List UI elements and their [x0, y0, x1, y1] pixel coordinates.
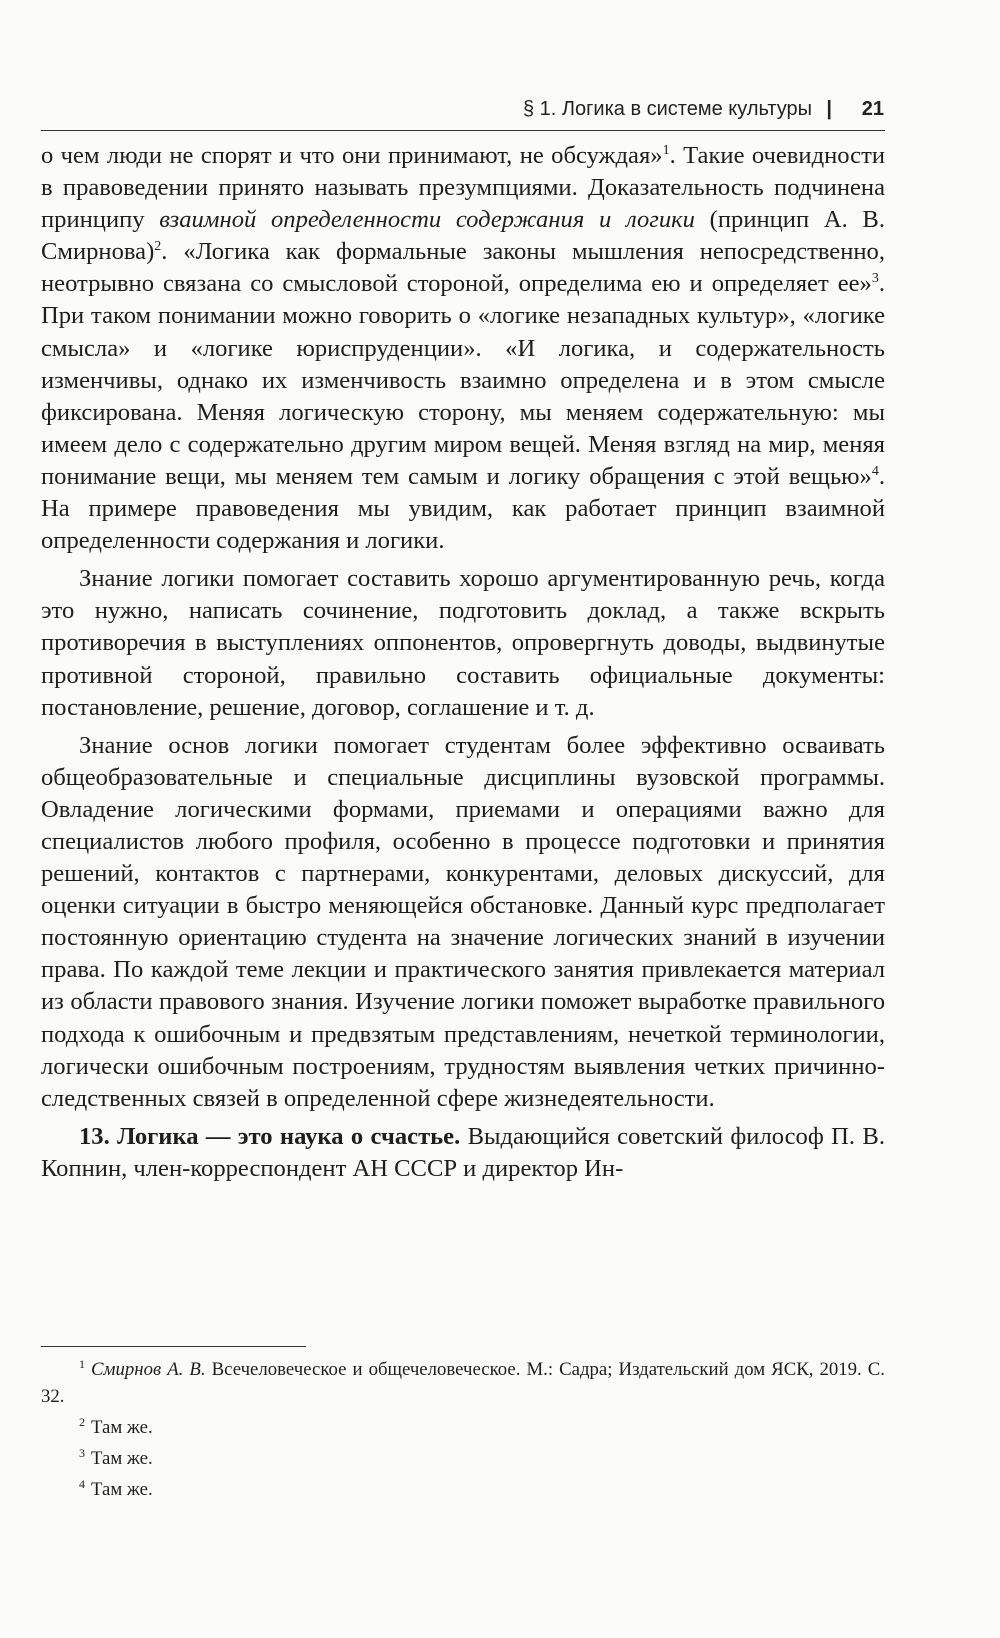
paragraph-3: Знание основ логики помогает студентам более эффективно осваивать общеобразовательные и специальные дисциплины вузовской программы. Овладение логическими формами, приемами и операциями важно для специалистов любого профиля, особенно в процессе подготовки и принятия решений, контактов с партнерами, конкурентами, деловых дискуссий, для оценки ситуации в быстро меняющейся обстановке. Данный курс предполагает постоянную ориентацию студента на значение логических знаний в изучении права. По каждой теме лекции и практического занятия привлекается материал из области правового знания. Изучение логики поможет выработке правильного подхода к ошибочным и предвзятым представлениям, нечеткой терминологии, логически ошибочным построениям, трудностям выявления четких причинно-следственных связей в определенной сфере жизнедеятельности. — [41, 731, 885, 1112]
main-text — [41, 140, 885, 1185]
text-run: . На примере правоведения мы увидим, как работает принцип взаимной определенности содержания и логики. — [41, 462, 885, 555]
text-run: о чем люди не спорят и что они принимают, не обсуждая» — [41, 142, 663, 169]
section-heading: 13. Логика — это наука о счастье. — [79, 1122, 461, 1150]
section-title: § 1. Логика в системе культуры — [522, 98, 812, 120]
footnote-ref-2[interactable]: 2 — [154, 239, 162, 255]
text-run: Выдающийся советский философ П. В. Копнин, член-корреспондент АН СССР и директор Ин- — [41, 1122, 885, 1182]
paragraph-4 — [41, 1121, 885, 1185]
footnote-rule — [41, 1346, 306, 1347]
footnote-author: Смирнов А. В. — [91, 1359, 206, 1380]
footnote-mark: 2 — [79, 1415, 85, 1429]
footnote-text: Там же. — [91, 1417, 153, 1438]
footnote-mark: 4 — [79, 1477, 85, 1491]
text-run: . При таком понимании можно говорить о «логике незападных культур», «логике смысла» и «логике юриспруденции». «И логика, и содержательность изменчивы, однако их изменчивость взаимно определена и в этом смысле фиксирована. Меняя логическую сторону, мы меняем содержательную: мы имеем дело с содержательно другим миром вещей. Меняя взгляд на мир, меняя понимание вещи, мы меняем тем самым и логику обращения с этой вещью» — [41, 270, 885, 490]
header-separator: | — [826, 98, 832, 120]
footnote-ref-4[interactable]: 4 — [871, 463, 879, 479]
emphasis-text: взаимной определенности содержания и логики — [159, 206, 695, 234]
footnote-4 — [41, 1476, 885, 1503]
footnote-ref-3[interactable]: 3 — [871, 271, 879, 287]
paragraph-2: Знание логики помогает составить хорошо аргументированную речь, когда это нужно, написать сочинение, подготовить доклад, а также вскрыть противоречия в выступлениях оппонентов, опровергнуть доводы, выдвинутые противной стороной, правильно составить официальные документы: постановление, решение, договор, соглашение и т. д. — [41, 565, 885, 721]
footnote-text: Всечеловеческое и общечеловеческое. М.: Садра; Издательский дом ЯСК, 2019. С. 32. — [41, 1359, 886, 1407]
footnote-text: Там же. — [91, 1479, 153, 1500]
page-number: 21 — [861, 98, 884, 120]
paragraph-1 — [41, 140, 885, 557]
header-rule — [41, 130, 885, 131]
footnote-ref-1[interactable]: 1 — [662, 143, 670, 158]
footnote-mark: 1 — [79, 1357, 85, 1371]
text-run: . Такие очевидности в правоведении принято называть презумпциями. Доказательность подчинена принципу — [41, 142, 885, 234]
text-run: (принцип А. В. Смирнова) — [41, 206, 885, 266]
footnotes — [41, 1356, 885, 1507]
text-run: . «Логика как формальные законы мышления непосредственно, неотрывно связана со смысловой стороной, определима ею и определяет ее» — [41, 238, 885, 298]
footnote-2 — [41, 1414, 885, 1441]
footnote-1 — [41, 1356, 885, 1410]
footnote-3 — [41, 1445, 885, 1472]
footnote-text: Там же. — [91, 1448, 153, 1469]
footnote-mark: 3 — [79, 1446, 85, 1460]
